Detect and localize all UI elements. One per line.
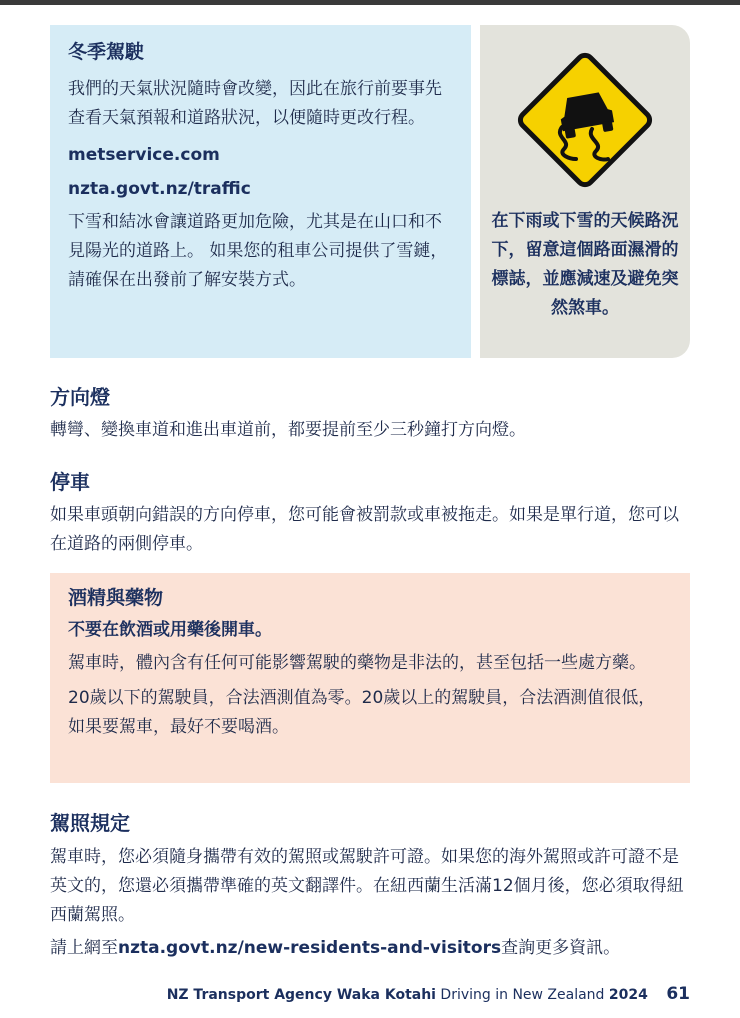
alcohol-drugs-box xyxy=(50,573,690,783)
indicators-title: 方向燈 xyxy=(50,385,110,409)
footer-org: NZ Transport Agency Waka Kotahi xyxy=(166,987,436,1003)
alcohol-paragraph-2: 20歲以下的駕駛員，合法酒測值為零。20歲以上的駕駛員，合法酒測值很低，如果要駕車，最好不要喝酒。 xyxy=(68,688,656,737)
footer-year: 2024 xyxy=(608,987,648,1003)
slippery-sign-box xyxy=(480,25,690,358)
footer-doc: Driving in New Zealand xyxy=(440,987,605,1003)
metservice-link[interactable]: metservice.com xyxy=(68,145,220,165)
parking-title: 停車 xyxy=(50,470,90,494)
parking-text: 如果車頭朝向錯誤的方向停車，您可能會被罰款或車被拖走。如果是單行道，您可以在道路的兩側停車。 xyxy=(50,505,679,554)
new-residents-link[interactable]: nzta.govt.nz/new-residents-and-visitors xyxy=(118,938,502,958)
alcohol-paragraph-1: 駕車時，體內含有任何可能影響駕駛的藥物是非法的，甚至包括一些處方藥。 xyxy=(68,653,646,673)
slippery-road-sign-icon xyxy=(510,45,660,195)
winter-paragraph-1: 我們的天氣狀況隨時會改變，因此在旅行前要事先查看天氣預報和道路狀況，以便隨時更改行程。 xyxy=(68,79,442,128)
licence-paragraph-2 xyxy=(50,934,690,963)
licence-title: 駕照規定 xyxy=(50,811,130,835)
page-footer xyxy=(167,984,690,1004)
licence-paragraph-1: 駕車時，您必須隨身攜帶有效的駕照或駕駛許可證。如果您的海外駕照或許可證不是英文的，您還必須攜帶準確的英文翻譯件。在紐西蘭生活滿12個月後，您必須取得紐西蘭駕照。 xyxy=(50,847,684,925)
winter-paragraph-2: 下雪和結冰會讓道路更加危險，尤其是在山口和不見陽光的道路上。 如果您的租車公司提供了雪鏈，請確保在出發前了解安裝方式。 xyxy=(68,212,448,290)
licence-suffix: 查詢更多資訊。 xyxy=(501,938,621,958)
page-number: 61 xyxy=(666,984,690,1004)
top-border xyxy=(0,0,740,5)
alcohol-title: 酒精與藥物 xyxy=(68,587,164,609)
winter-driving-box xyxy=(50,25,471,358)
winter-title: 冬季駕駛 xyxy=(68,41,145,63)
nzta-traffic-link[interactable]: nzta.govt.nz/traffic xyxy=(68,179,251,199)
licence-prefix: 請上網至 xyxy=(50,938,118,958)
indicators-text: 轉彎、變換車道和進出車道前，都要提前至少三秒鐘打方向燈。 xyxy=(50,420,526,440)
sign-caption: 在下雨或下雪的天候路況下，留意這個路面濕滑的標誌，並應減速及避免突然煞車。 xyxy=(491,211,679,318)
alcohol-subtitle: 不要在飲酒或用藥後開車。 xyxy=(68,620,272,640)
